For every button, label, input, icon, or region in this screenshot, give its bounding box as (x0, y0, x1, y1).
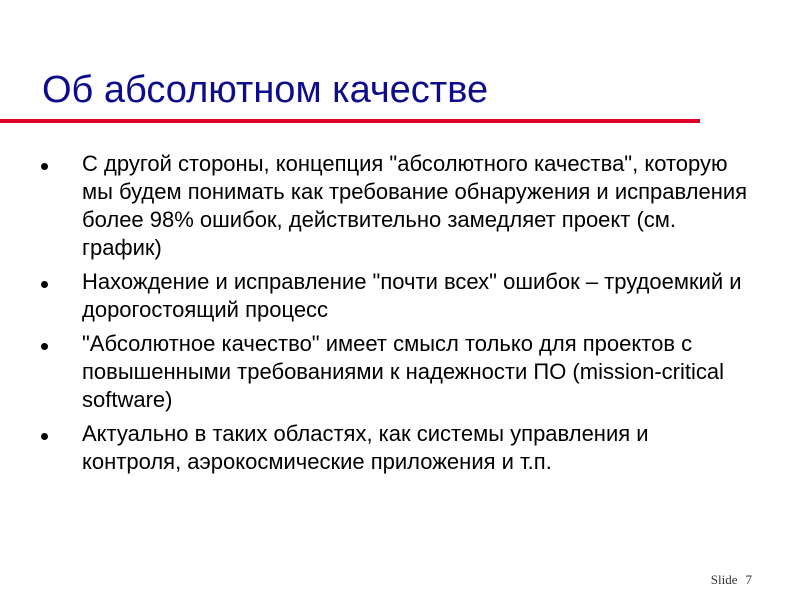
bullet-list (40, 150, 750, 482)
bullet-dot-icon (41, 281, 48, 288)
bullet-dot-icon (41, 433, 48, 440)
bullet-text: Актуально в таких областях, как системы управления и контроля, аэрокосмические приложения и т.п. (82, 421, 649, 474)
bullet-text: "Абсолютное качество" имеет смысл только для проектов с повышенными требованиями к надежности ПО (mission-critical software) (82, 331, 724, 412)
slide-title: Об абсолютном качестве (42, 69, 489, 111)
bullet-item (40, 150, 750, 262)
bullet-text: Нахождение и исправление "почти всех" ошибок – трудоемкий и дорогостоящий процесс (82, 269, 742, 322)
bullet-item (40, 268, 750, 324)
bullet-item (40, 330, 750, 414)
bullet-text: С другой стороны, концепция "абсолютного качества", которую мы будем понимать как требование обнаружения и исправления более 98% ошибок, действительно замедляет проект (см. график) (82, 151, 748, 260)
footer-label: Slide (710, 572, 738, 587)
bullet-dot-icon (41, 343, 48, 350)
slide-number: 7 (745, 572, 752, 587)
bullet-item (40, 420, 750, 476)
title-underline (0, 119, 700, 123)
slide-footer (711, 572, 752, 588)
bullet-dot-icon (41, 163, 48, 170)
